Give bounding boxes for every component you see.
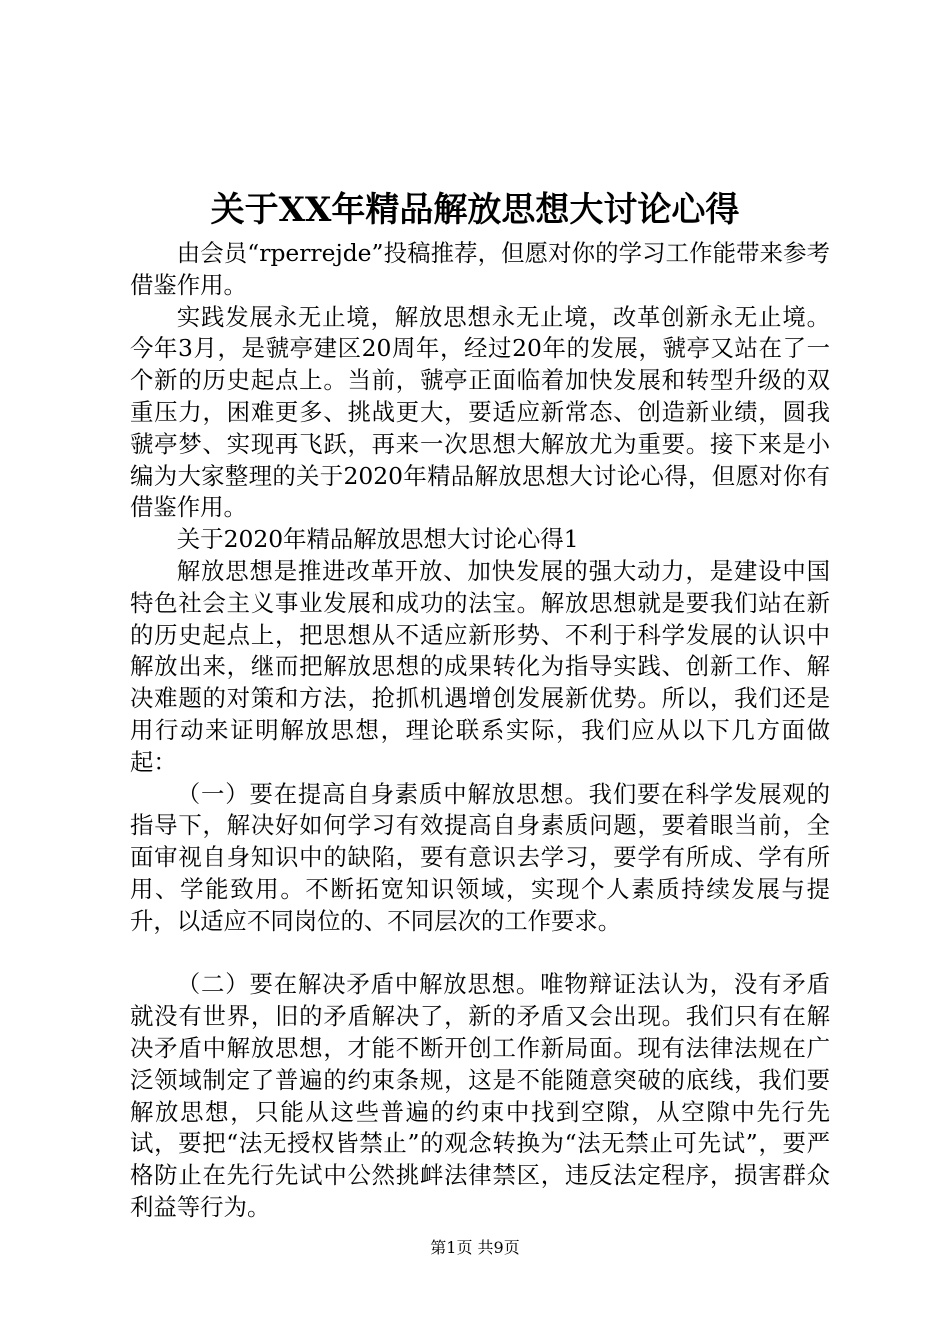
document-body bbox=[130, 238, 830, 1224]
page-footer: 第1页 共9页 bbox=[430, 1238, 520, 1257]
paragraph-intro: 由会员“rperrejde”投稿推荐，但愿对你的学习工作能带来参考借鉴作用。 bbox=[130, 239, 830, 299]
section-heading: 关于2020年精品解放思想大讨论心得1 bbox=[176, 525, 579, 554]
document-title: 关于XX年精品解放思想大讨论心得 bbox=[210, 190, 740, 230]
paragraph-point-two: （二）要在解决矛盾中解放思想。唯物辩证法认为，没有矛盾就没有世界，旧的矛盾解决了，新的矛盾又会出现。我们只有在解决矛盾中解放思想，才能不断开创工作新局面。现有法律法规在广泛领域制定了普遍的约束条规，这是不能随意突破的底线，我们要解放思想，只能从这些普遍的约束中找到空隙，从空隙中先行先试，要把“法无授权皆禁止”的观念转换为“法无禁止可先试”，要严格防止在先行先试中公然挑衅法律禁区，违反法定程序，损害群众利益等行为。 bbox=[130, 970, 830, 1221]
paragraph-background: 实践发展永无止境，解放思想永无止境，改革创新永无止境。今年3月，是虢亭建区20周年，经过20年的发展，虢亭又站在了一个新的历史起点上。当前，虢亭正面临着加快发展和转型升级的双重压力，困难更多、挑战更大，要适应新常态、创造新业绩，圆我虢亭梦、实现再飞跃，再来一次思想大解放尤为重要。接下来是小编为大家整理的关于2020年精品解放思想大讨论心得，但愿对你有借鉴作用。 bbox=[130, 302, 830, 522]
paragraph-main: 解放思想是推进改革开放、加快发展的强大动力，是建设中国特色社会主义事业发展和成功的法宝。解放思想就是要我们站在新的历史起点上，把思想从不适应新形势、不利于科学发展的认识中解放出来，继而把解放思想的成果转化为指导实践、创新工作、解决难题的对策和方法，抢抓机遇增创发展新优势。所以，我们还是用行动来证明解放思想，理论联系实际，我们应从以下几方面做起： bbox=[130, 556, 830, 776]
paragraph-point-one: （一）要在提高自身素质中解放思想。我们要在科学发展观的指导下，解决好如何学习有效提高自身素质问题，要着眼当前，全面审视自身知识中的缺陷，要有意识去学习，要学有所成、学有所用、学能致用。不断拓宽知识领域，实现个人素质持续发展与提升，以适应不同岗位的、不同层次的工作要求。 bbox=[130, 779, 830, 935]
